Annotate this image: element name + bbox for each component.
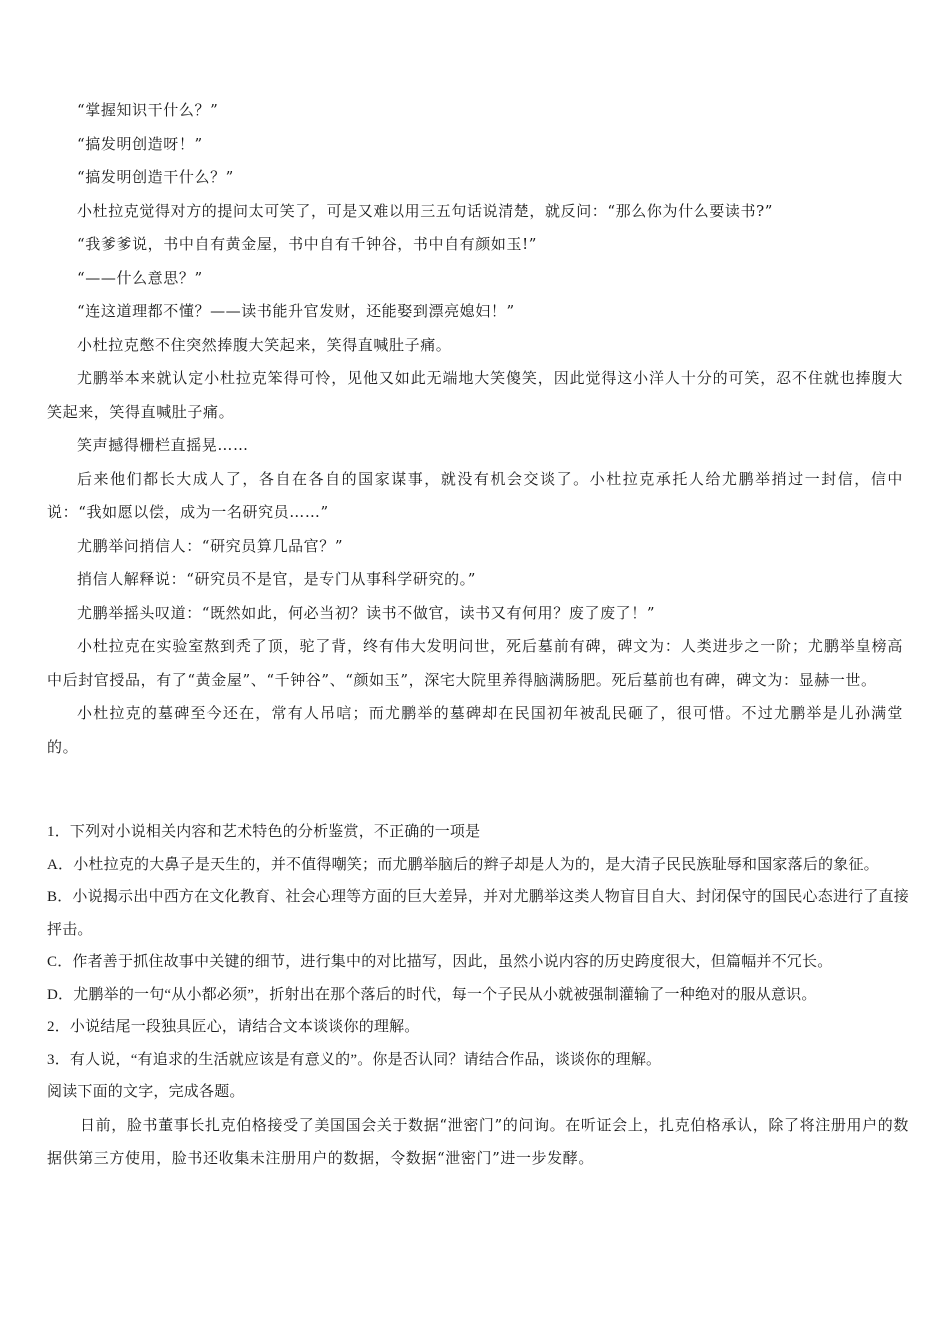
story-paragraph: “我爹爹说，书中自有黄金屋，书中自有千钟谷，书中自有颜如玉!” [77, 235, 537, 253]
story-paragraph: 尤鹏举本来就认定小杜拉克笨得可怜，见他又如此无端地大笑傻笑，因此觉得这小洋人十分的可笑，忍不住就也捧腹大笑起来，笑得直喊肚子痛。 [47, 369, 903, 421]
story-paragraph: 后来他们都长大成人了，各自在各自的国家谋事，就没有机会交谈了。小杜拉克承托人给尤鹏举捎过一封信，信中说：“我如愿以偿，成为一名研究员……” [47, 469, 903, 521]
reading-instruction: 阅读下面的文字，完成各题。 [47, 1084, 245, 1100]
story-paragraph: 尤鹏举问捎信人：“研究员算几品官？” [77, 536, 344, 555]
story-paragraph: 小杜拉克在实验室熬到秃了顶，驼了背，终有伟大发明问世，死后墓前有碑，碑文为：人类进步之一阶；尤鹏举皇榜高中后封官授品，有了“黄金屋”、“千钟谷”、“颜如玉”，深宅大院里养得脑满肠肥。死后墓前也有碑，碑文为：显赫一世。 [47, 637, 903, 689]
option-d: D．尤鹏举的一句“从小都必须”，折射出在那个落后的时代，每一个子民从小就被强制灌输了一种绝对的服从意识。 [47, 986, 817, 1003]
question-2: 2．小说结尾一段独具匠心，请结合文本谈谈你的理解。 [47, 1019, 420, 1035]
story-paragraph: 捎信人解释说：“研究员不是官，是专门从事科学研究的。” [77, 570, 477, 588]
story-paragraph: 尤鹏举摇头叹道：“既然如此，何必当初？读书不做官，读书又有何用？废了废了！” [77, 603, 656, 622]
story-paragraph: “——什么意思？” [77, 268, 203, 287]
question-section [47, 816, 909, 1175]
reading-passage: 日前，脸书董事长扎克伯格接受了美国国会关于数据“泄密门”的问询。在听证会上，扎克伯格承认，除了将注册用户的数据供第三方使用，脸书还收集未注册用户的数据，令数据“泄密门”进一步发酵。 [47, 1115, 909, 1167]
story-text [47, 94, 903, 764]
story-paragraph: “连这道理都不懂？——读书能升官发财，还能娶到漂亮媳妇！” [77, 302, 515, 320]
story-paragraph: 笑声撼得栅栏直摇晃…… [77, 436, 249, 454]
story-paragraph: “搞发明创造干什么？” [77, 168, 234, 186]
story-paragraph: 小杜拉克觉得对方的提问太可笑了，可是又难以用三五句话说清楚，就反问：“那么你为什么要读书?” [77, 201, 773, 220]
story-paragraph: “搞发明创造呀！” [77, 134, 203, 153]
question-3: 3．有人说，“有追求的生活就应该是有意义的”。你是否认同？请结合作品，谈谈你的理解。 [47, 1051, 662, 1068]
story-paragraph: 小杜拉克的墓碑至今还在，常有人吊唁；而尤鹏举的墓碑却在民国初年被乱民砸了，很可惜。不过尤鹏举是儿孙满堂的。 [47, 704, 903, 756]
option-b: B．小说揭示出中西方在文化教育、社会心理等方面的巨大差异，并对尤鹏举这类人物盲目自大、封闭保守的国民心态进行了直接抨击。 [47, 889, 909, 938]
option-a: A．小杜拉克的大鼻子是天生的，并不值得嘲笑；而尤鹏举脑后的辫子却是人为的，是大清子民民族耻辱和国家落后的象征。 [47, 856, 879, 873]
question-1: 1．下列对小说相关内容和艺术特色的分析鉴赏，不正确的一项是 [47, 824, 481, 840]
story-paragraph: 小杜拉克憋不住突然捧腹大笑起来，笑得直喊肚子痛。 [77, 335, 452, 354]
story-paragraph: “掌握知识干什么？” [77, 101, 219, 119]
option-c: C．作者善于抓住故事中关键的细节，进行集中的对比描写，因此，虽然小说内容的历史跨度很大，但篇幅并不冗长。 [47, 954, 833, 970]
